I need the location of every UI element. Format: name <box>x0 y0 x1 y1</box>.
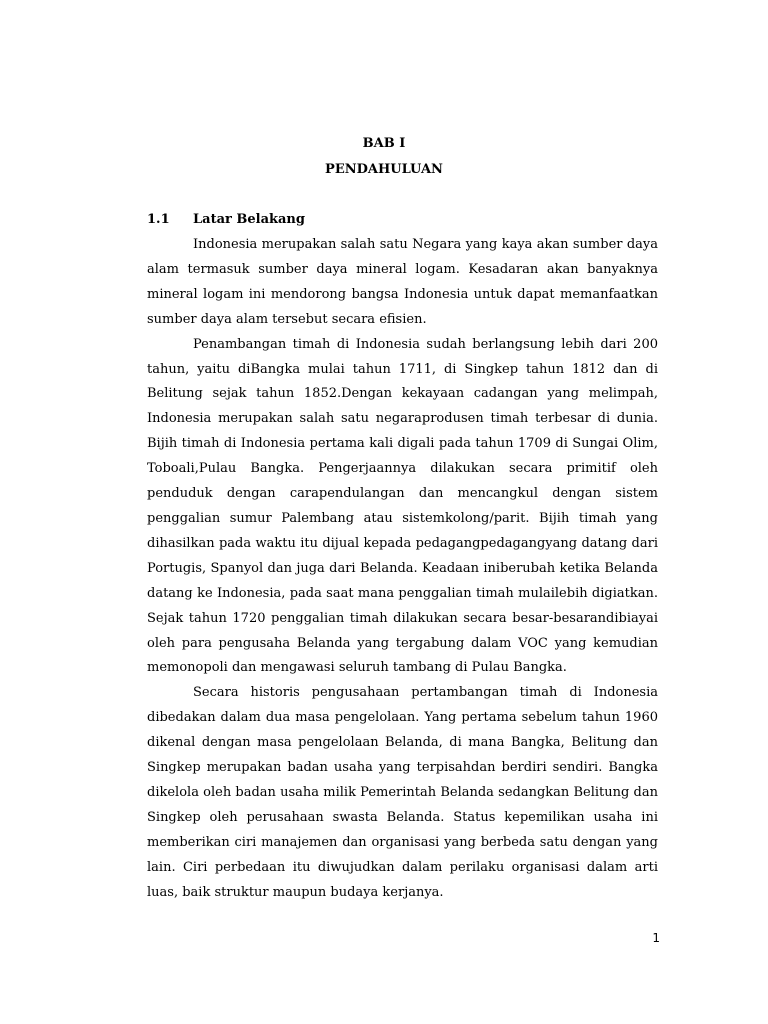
chapter-number: BAB I <box>362 136 406 151</box>
section-number: 1.1 <box>147 212 170 227</box>
paragraph: Indonesia merupakan salah satu Negara yang kaya akan sumber daya alam termasuk sumber daya mineral logam. Kesadaran akan banyaknya mineral logam ini mendorong bangsa Indonesia untuk dapat memanfaatkan sumber daya alam tersebut secara efisien. <box>147 237 658 327</box>
chapter-title: PENDAHULUAN <box>325 162 443 177</box>
paragraph: Penambangan timah di Indonesia sudah berlangsung lebih dari 200 tahun, yaitu diBangka mulai tahun 1711, di Singkep tahun 1812 dan di Belitung sejak tahun 1852.Dengan kekayaan cadangan yang melimpah, Indonesia merupakan salah satu negaraprodusen timah terbesar di dunia. Bijih timah di Indonesia pertama kali digali pada tahun 1709 di Sungai Olim, Toboali,Pulau Bangka. Pengerjaannya dilakukan secara primitif oleh penduduk dengan carapendulangan dan mencangkul dengan sistem penggalian sumur Palembang atau sistemkolong/parit. Bijih timah yang dihasilkan pada waktu itu dijual kepada pedagangpedagangyang datang dari Portugis, Spanyol dan juga dari Belanda. Keadaan iniberubah ketika Belanda datang ke Indonesia, pada saat mana penggalian timah mulailebih digiatkan. Sejak tahun 1720 penggalian timah dilakukan secara besar-besarandibiayai oleh para pengusaha Belanda yang tergabung dalam VOC yang kemudian memonopoli dan mengawasi seluruh tambang di Pulau Bangka. <box>147 336 658 676</box>
paragraph: Secara historis pengusahaan pertambangan timah di Indonesia dibedakan dalam dua masa pengelolaan. Yang pertama sebelum tahun 1960 dikenal dengan masa pengelolaan Belanda, di mana Bangka, Belitung dan Singkep merupakan badan usaha yang terpisahdan berdiri sendiri. Bangka dikelola oleh badan usaha milik Pemerintah Belanda sedangkan Belitung dan Singkep oleh perusahaan swasta Belanda. Status kepemilikan usaha ini memberikan ciri manajemen dan organisasi yang berbeda satu dengan yang lain. Ciri perbedaan itu diwujudkan dalam perilaku organisasi dalam arti luas, baik struktur maupun budaya kerjanya. <box>147 685 658 900</box>
body-text <box>147 233 658 905</box>
section-title: Latar Belakang <box>193 212 305 227</box>
page-number: 1 <box>652 931 660 945</box>
section-heading <box>147 212 305 227</box>
